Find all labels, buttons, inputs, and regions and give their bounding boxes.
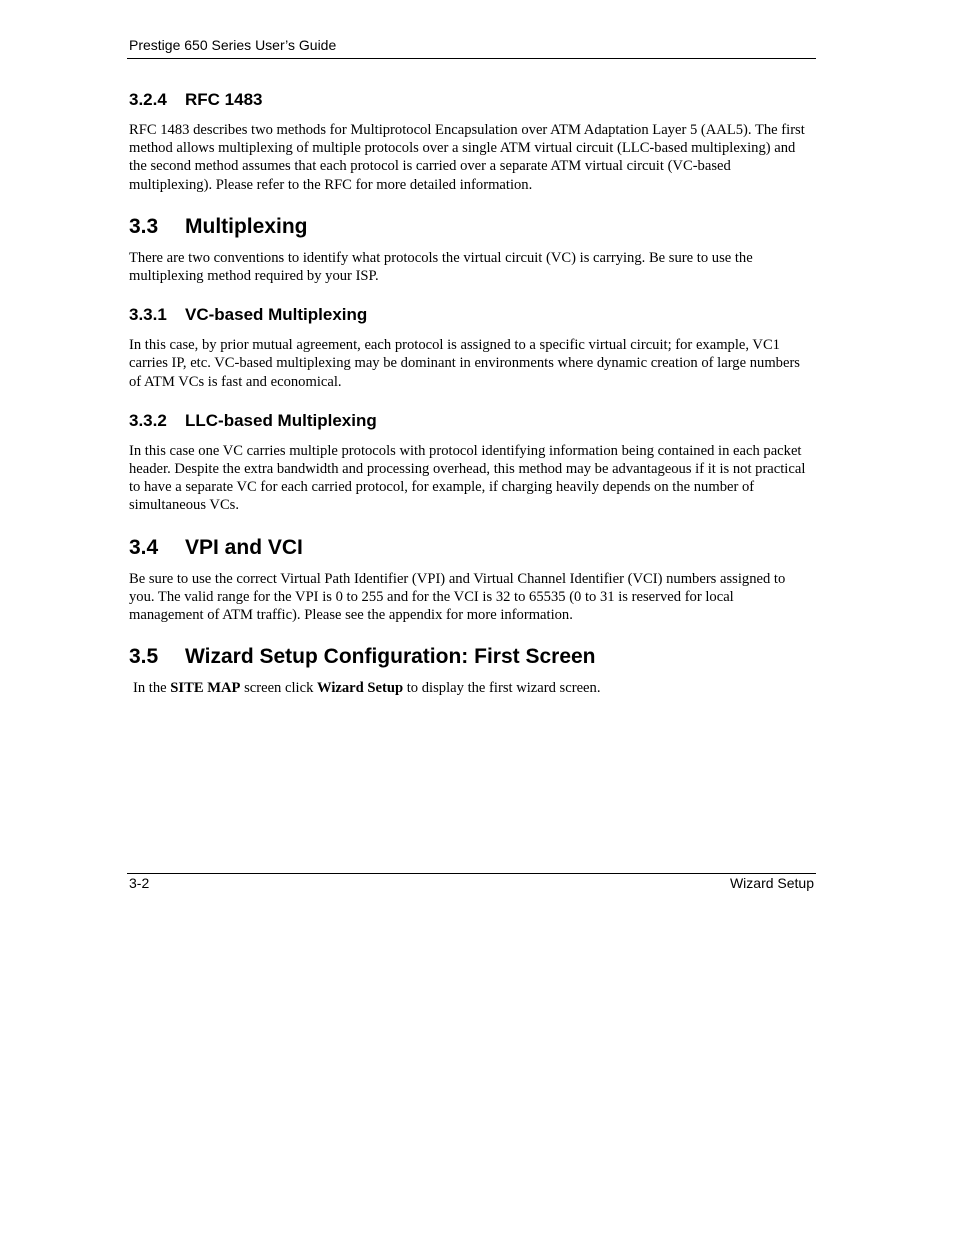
section-heading-3-4: [129, 534, 809, 562]
paragraph-vc-based: In this case, by prior mutual agreement, each protocol is assigned to a specific virtual circuit; for example, VC1 carries IP, etc. VC-based multiplexing may be dominant in environments where dynamic creation of large numbers of ATM VCs is fast and economical.: [129, 337, 800, 390]
section-heading-3-3: [129, 213, 809, 241]
section-number: 3.3.1: [129, 305, 167, 325]
section-title: VPI and VCI: [185, 535, 303, 559]
section-title: Wizard Setup Configuration: First Screen: [185, 645, 596, 669]
text-run: screen click: [240, 680, 318, 697]
section-title: RFC 1483: [185, 90, 263, 109]
section-number: 3.3: [129, 214, 159, 238]
section-title: Multiplexing: [185, 214, 308, 238]
section-number: 3.3.2: [129, 410, 167, 430]
paragraph-multiplexing: There are two conventions to identify what protocols the virtual circuit (VC) is carrying. Be sure to use the multiplexing method required by your ISP.: [129, 249, 753, 285]
section-number: 3.2.4: [129, 90, 167, 109]
page-content: [129, 88, 809, 697]
paragraph-wizard-setup: [129, 679, 809, 697]
wizard-setup-term: Wizard Setup: [317, 680, 404, 697]
paragraph-vpi-vci: Be sure to use the correct Virtual Path Identifier (VPI) and Virtual Channel Identifier (VCI) numbers assigned to you. The valid range for the VPI is 0 to 255 and for the VCI is 32 to 65535 (0 to 31 is reserved for local management of ATM traffic). Please see the appendix for more information.: [129, 570, 786, 624]
section-title: VC-based Multiplexing: [185, 305, 368, 325]
section-heading-3-3-2: [129, 409, 809, 433]
chapter-title: Wizard Setup: [729, 875, 814, 891]
header-rule: [127, 58, 816, 59]
paragraph-llc-based: In this case one VC carries multiple protocols with protocol identifying information being contained in each packet header. Despite the extra bandwidth and processing overhead, this method may be advantageous if it is not practical to have a separate VC for each carried protocol, for example, if charging heavily depends on the number of simultaneous VCs.: [129, 442, 806, 514]
section-title: LLC-based Multiplexing: [185, 410, 377, 430]
section-number: 3.4: [129, 535, 159, 559]
footer-rule: [127, 873, 816, 874]
site-map-term: SITE MAP: [170, 680, 241, 697]
section-heading-3-2-4: [129, 88, 809, 112]
text-run: In the: [133, 680, 171, 697]
paragraph-rfc1483: RFC 1483 describes two methods for Multiprotocol Encapsulation over ATM Adaptation Layer 5 (AAL5). The first method allows multiplexing of multiple protocols over a single ATM virtual circuit (LLC-based multiplexing) and the second method assumes that each protocol is carried over a separate ATM virtual circuit (VC-based multiplexing). Please refer to the RFC for more detailed information.: [129, 122, 805, 193]
running-header: Prestige 650 Series User’s Guide: [129, 37, 337, 53]
section-heading-3-3-1: [129, 303, 809, 327]
section-number: 3.5: [129, 645, 159, 669]
text-run: to display the first wizard screen.: [403, 680, 601, 697]
page-number: 3-2: [129, 875, 150, 891]
section-heading-3-5: [129, 643, 809, 671]
